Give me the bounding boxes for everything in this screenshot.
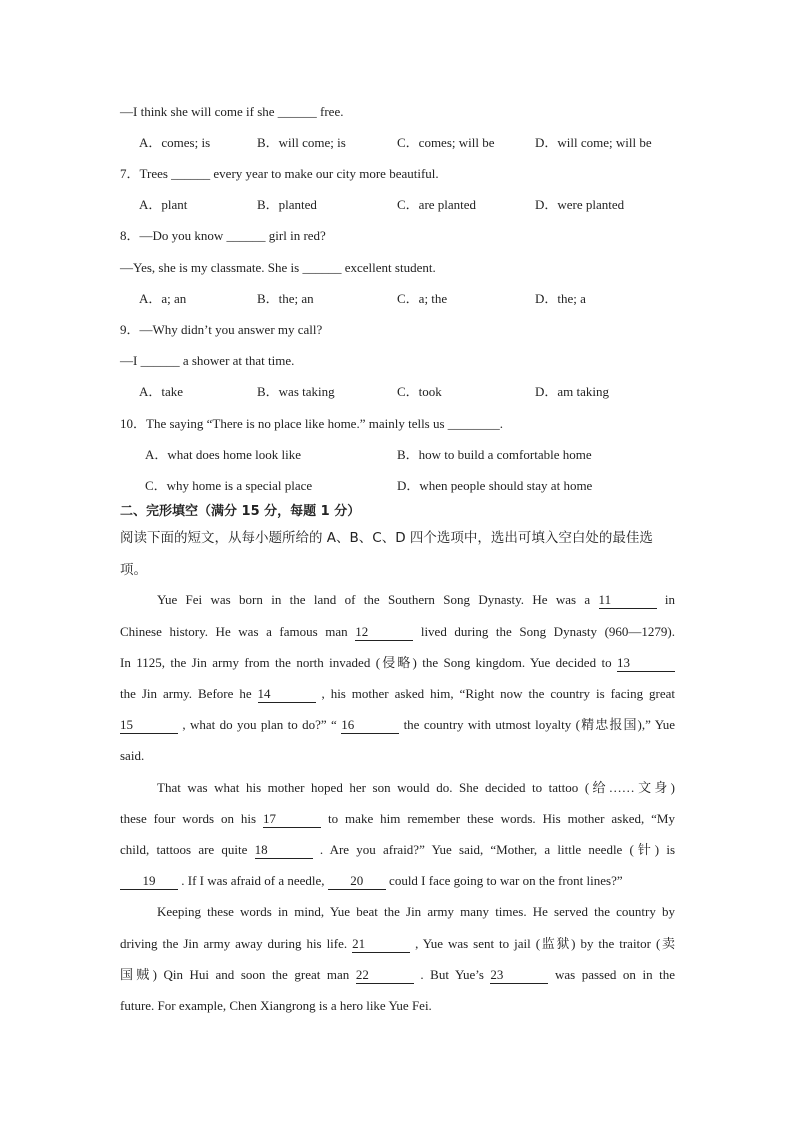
blank-11[interactable]: 11 <box>599 592 657 609</box>
q7-stem: 7．Trees ______ every year to make our city more beautiful. <box>120 166 439 181</box>
passage-text: Yue Fei was born in the land of the Southern Song Dynasty. He was a <box>157 592 599 607</box>
passage-text: . If I was afraid of a needle, <box>181 873 328 888</box>
blank-13[interactable]: 13 <box>617 655 675 672</box>
passage-text: 国贼) Qin Hui and soon the great man <box>120 967 356 982</box>
passage-text: , his mother asked him, “Right now the country is facing great <box>321 686 675 701</box>
passage-text: in <box>664 592 676 607</box>
passage-text: lived during the Song Dynasty (960—1279). <box>420 624 675 639</box>
section2-heading: 二、完形填空（满分 15 分，每题 1 分） <box>120 504 361 519</box>
q8-option-d[interactable]: D．the; a <box>535 291 586 306</box>
q9-stem: 9．—Why didn’t you answer my call? <box>120 322 323 337</box>
passage-text: driving the Jin army away during his life. <box>120 936 353 951</box>
q10-option-c[interactable]: C．why home is a special place <box>145 478 313 493</box>
blank-23[interactable]: 23 <box>490 967 548 984</box>
passage-text: . But Yue’s <box>420 967 491 982</box>
q6-option-d[interactable]: D．will come; will be <box>535 135 652 150</box>
passage-text: these four words on his <box>120 811 264 826</box>
q7-option-b[interactable]: B．planted <box>257 197 317 212</box>
q10-option-b[interactable]: B．how to build a comfortable home <box>397 447 592 462</box>
q10-option-a[interactable]: A．what does home look like <box>145 447 301 462</box>
blank-14[interactable]: 14 <box>258 686 316 703</box>
blank-12[interactable]: 12 <box>355 624 413 641</box>
passage-text: , what do you plan to do?” “ <box>182 717 337 732</box>
blank-15[interactable]: 15 <box>120 717 178 734</box>
q6-option-b[interactable]: B．will come; is <box>257 135 346 150</box>
passage-text: future. For example, Chen Xiangrong is a hero like Yue Fei. <box>120 998 432 1013</box>
q7-option-c[interactable]: C．are planted <box>397 197 477 212</box>
passage-text: the Jin army. Before he <box>120 686 258 701</box>
passage-text: Chinese history. He was a famous man <box>120 624 356 639</box>
passage-line <box>120 935 675 953</box>
passage-text: That was what his mother hoped her son would do. She decided to tattoo (给……文身) <box>157 780 675 795</box>
section2-instructions-line2: 项。 <box>120 562 147 578</box>
q7-option-d[interactable]: D．were planted <box>535 197 625 212</box>
q9-option-b[interactable]: B．was taking <box>257 384 335 399</box>
passage-line <box>157 591 675 609</box>
passage-line <box>120 997 675 1015</box>
q9-option-a[interactable]: A．take <box>139 384 184 399</box>
passage-line <box>120 685 675 703</box>
passage-line <box>120 716 675 734</box>
passage-line <box>120 654 675 672</box>
q6-option-c[interactable]: C．comes; will be <box>397 135 495 150</box>
q8-line2: —Yes, she is my classmate. She is ______ excellent student. <box>120 260 436 275</box>
passage-line <box>120 810 675 828</box>
q9-option-d[interactable]: D．am taking <box>535 384 610 399</box>
q8-option-a[interactable]: A．a; an <box>139 291 187 306</box>
passage-line <box>120 872 675 890</box>
q9-line2: —I ______ a shower at that time. <box>120 353 295 368</box>
passage-line <box>120 747 675 765</box>
q8-option-c[interactable]: C．a; the <box>397 291 448 306</box>
q8-stem: 8．—Do you know ______ girl in red? <box>120 228 326 243</box>
blank-21[interactable]: 21 <box>352 936 410 953</box>
passage-line <box>120 623 675 641</box>
q9-option-c[interactable]: C．took <box>397 384 442 399</box>
q6-line: —I think she will come if she ______ free. <box>120 104 344 119</box>
passage-text: , Yue was sent to jail (监狱) by the traitor (卖 <box>415 936 676 951</box>
blank-17[interactable]: 17 <box>263 811 321 828</box>
blank-19[interactable]: 19 <box>120 873 178 890</box>
passage-text: said. <box>120 748 145 763</box>
q10-option-d[interactable]: D．when people should stay at home <box>397 478 593 493</box>
passage-text: In 1125, the Jin army from the north invaded (侵略) the Song kingdom. Yue decided to <box>120 655 617 670</box>
passage-line <box>120 966 675 984</box>
passage-text: to make him remember these words. His mother asked, “My <box>328 811 675 826</box>
blank-16[interactable]: 16 <box>341 717 399 734</box>
passage-text: child, tattoos are quite <box>120 842 255 857</box>
q7-option-a[interactable]: A．plant <box>139 197 188 212</box>
passage-line <box>157 779 675 797</box>
passage-text: . Are you afraid?” Yue said, “Mother, a little needle (针) is <box>319 842 676 857</box>
blank-18[interactable]: 18 <box>255 842 313 859</box>
blank-22[interactable]: 22 <box>356 967 414 984</box>
section2-instructions-line1: 阅读下面的短文，从每小题所给的 A、B、C、D 四个选项中，选出可填入空白处的最佳选 <box>120 530 653 546</box>
passage-text: could I face going to war on the front lines?” <box>389 873 623 888</box>
passage-text: was passed on in the <box>554 967 675 982</box>
passage-line <box>120 841 675 859</box>
q8-option-b[interactable]: B．the; an <box>257 291 314 306</box>
blank-20[interactable]: 20 <box>328 873 386 890</box>
passage-text: Keeping these words in mind, Yue beat the Jin army many times. He served the country by <box>157 904 675 919</box>
q10-stem: 10．The saying “There is no place like home.” mainly tells us ________. <box>120 416 504 431</box>
passage-text: the country with utmost loyalty (精忠报国),” Yue <box>403 717 676 732</box>
passage-line <box>157 903 675 921</box>
q6-option-a[interactable]: A．comes; is <box>139 135 211 150</box>
